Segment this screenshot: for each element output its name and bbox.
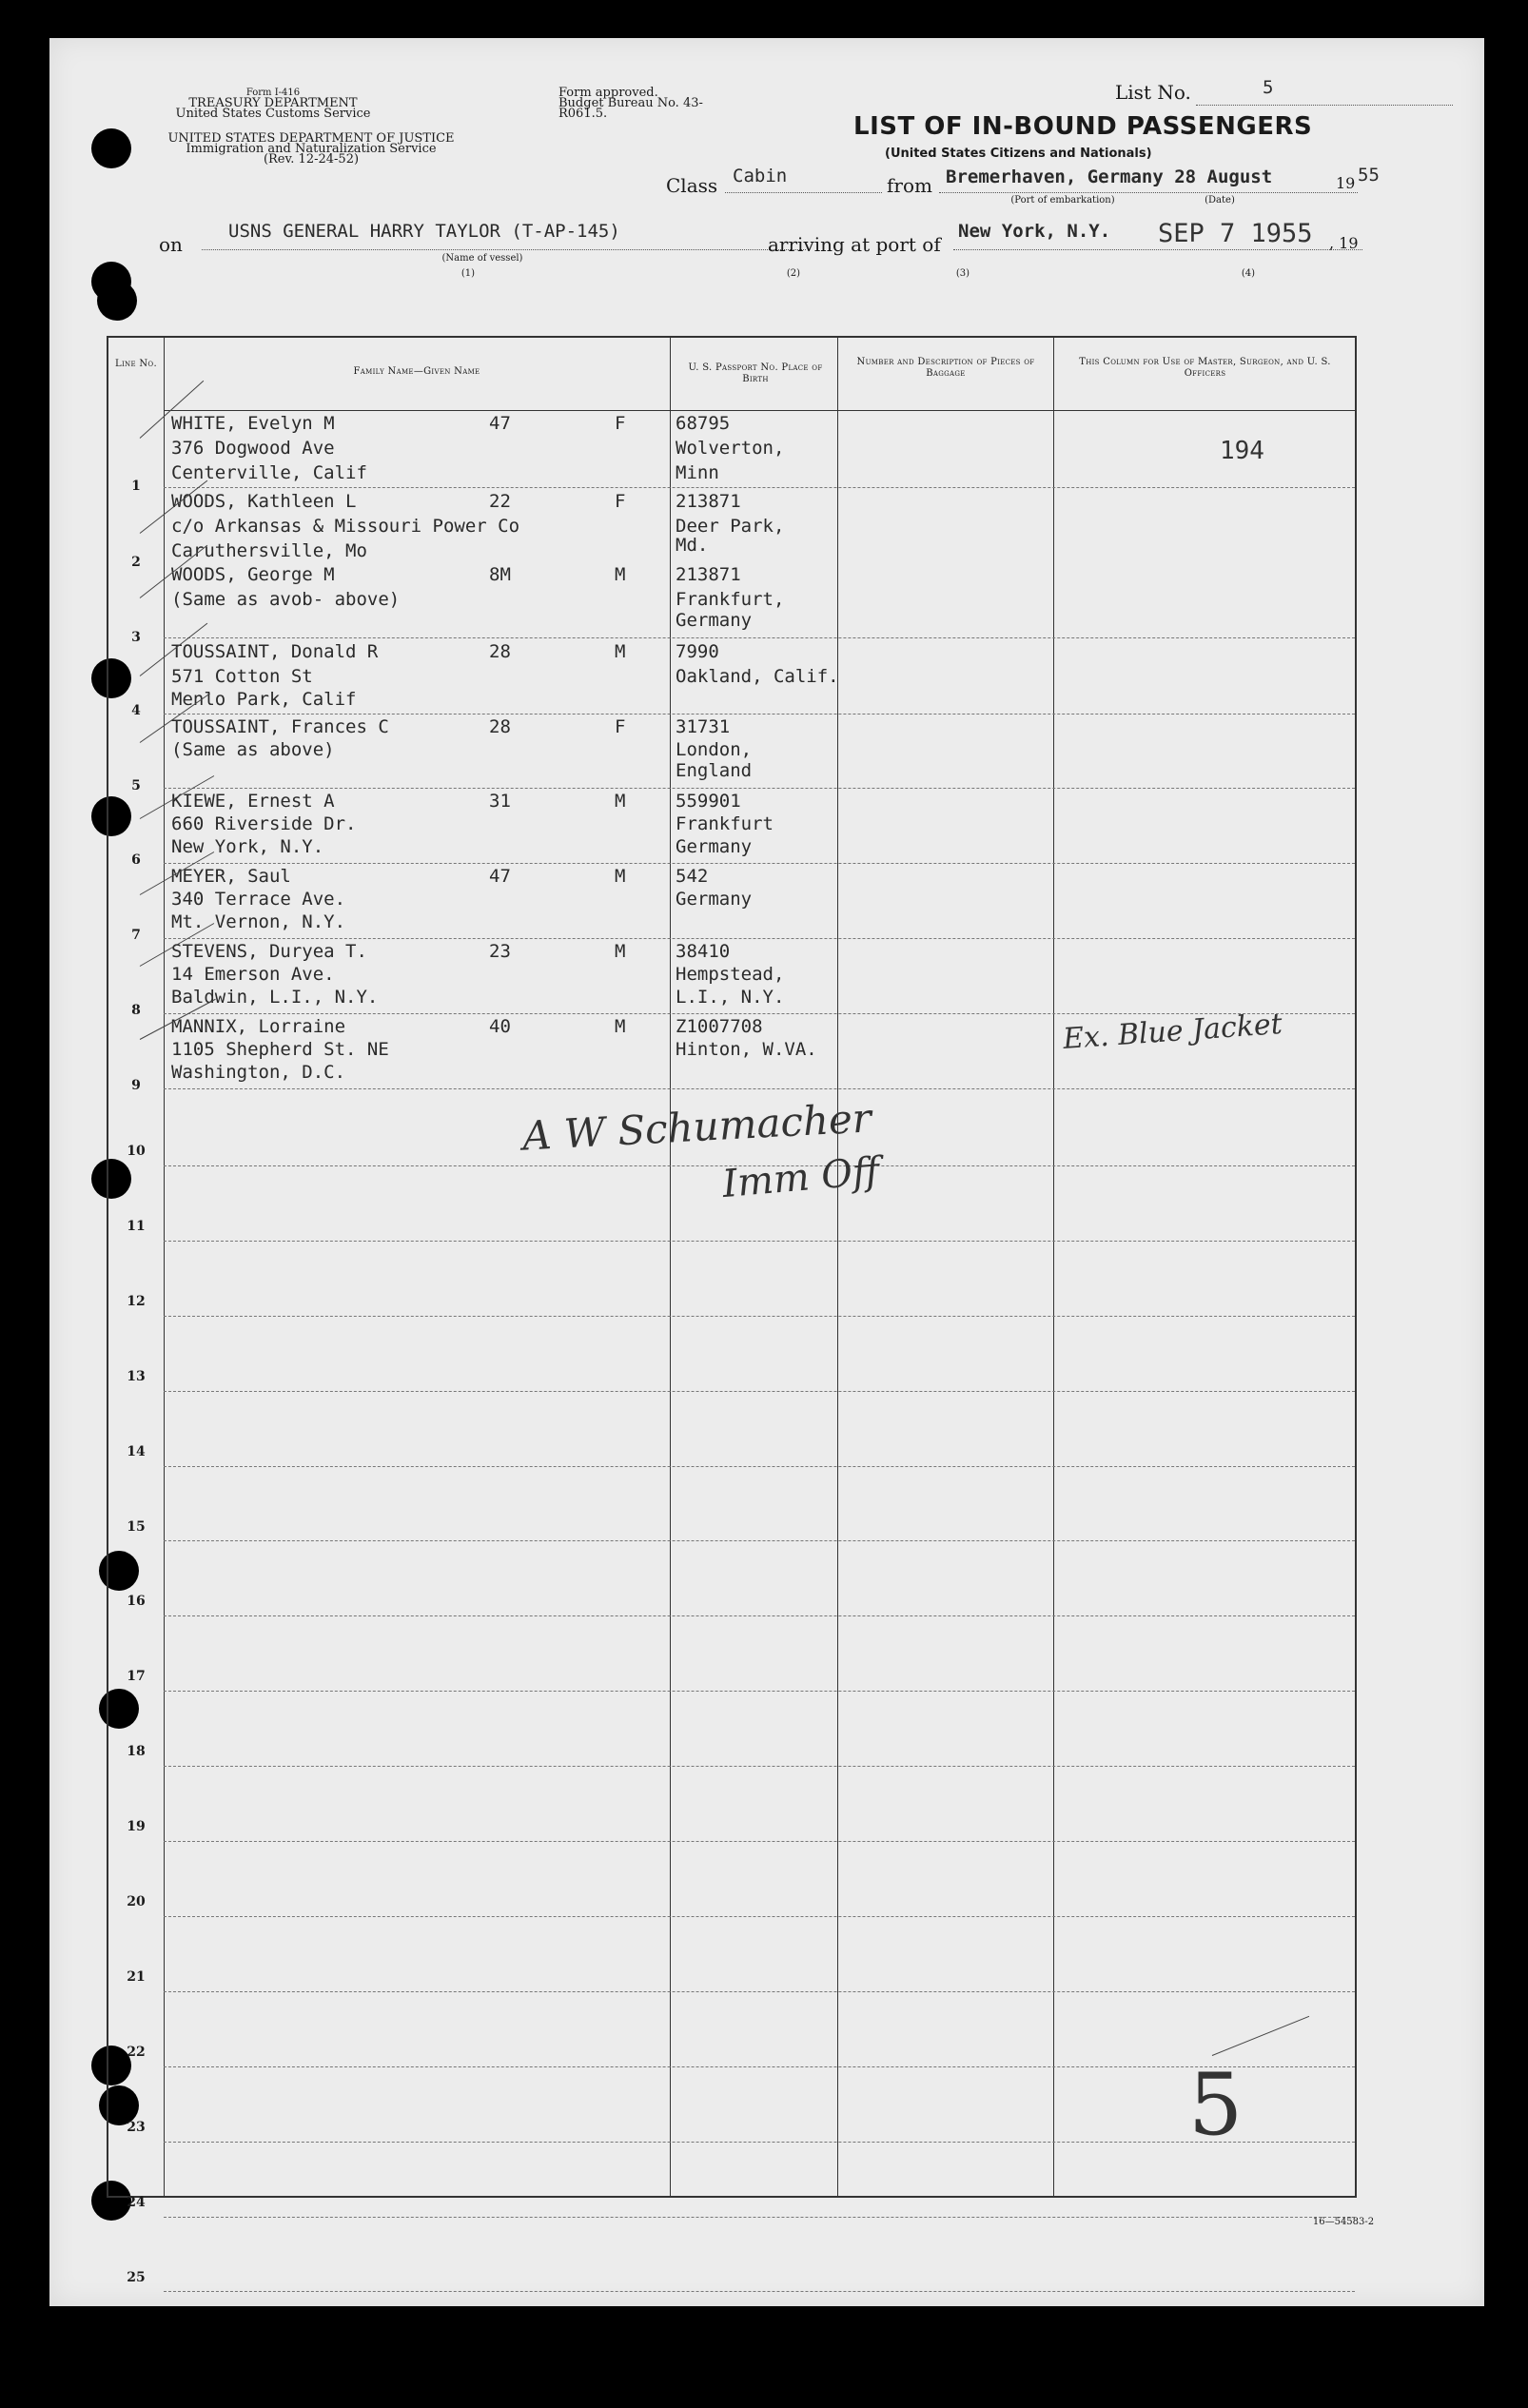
corner-mark: 5 <box>1188 2055 1244 2155</box>
passenger-sex: M <box>615 1016 626 1037</box>
table-row <box>108 865 1355 943</box>
row-rule <box>164 1241 1355 1242</box>
row-rule <box>164 1540 1355 1541</box>
line-number: 3 <box>131 630 141 645</box>
line-number: 23 <box>127 2119 146 2135</box>
punch-hole <box>91 128 131 168</box>
table-row <box>108 940 1355 1018</box>
on-label: on <box>159 233 183 256</box>
row-rule <box>164 1691 1355 1692</box>
passenger-sex: M <box>615 791 626 812</box>
officer-note: 194 <box>1220 437 1264 465</box>
table-row <box>108 412 1355 494</box>
passenger-sex: F <box>615 413 626 434</box>
birth-place: Md. <box>676 535 709 556</box>
passenger-name: WOODS, Kathleen L <box>171 491 357 512</box>
line-number: 16 <box>127 1594 146 1610</box>
from-label: from <box>887 174 932 197</box>
passenger-address: 14 Emerson Ave. <box>171 964 335 985</box>
passenger-age: 47 <box>489 413 511 434</box>
passport-number: 213871 <box>676 491 741 512</box>
line-number: 14 <box>127 1443 146 1459</box>
passenger-age: 23 <box>489 941 511 962</box>
col-header-passport: U. S. Passport No. Place of Birth <box>688 362 823 384</box>
form-header-left <box>164 88 382 119</box>
signature-title: Imm Off <box>720 1148 882 1207</box>
birth-place: Wolverton, <box>676 438 785 459</box>
passenger-name: TOUSSAINT, Donald R <box>171 641 379 662</box>
line-number: 6 <box>131 852 141 868</box>
row-rule <box>164 714 1355 715</box>
row-rule <box>164 1466 1355 1467</box>
row-rule <box>164 1766 1355 1767</box>
arrival-port: New York, N.Y. <box>958 221 1111 242</box>
line-number: 18 <box>127 1744 146 1760</box>
line-number: 13 <box>127 1368 146 1384</box>
line-number: 2 <box>131 555 141 570</box>
passenger-age: 31 <box>489 791 511 812</box>
birth-place: Germany <box>676 836 753 857</box>
passport-number: 68795 <box>676 413 731 434</box>
birth-place: London, <box>676 739 753 760</box>
table-row <box>108 715 1355 791</box>
passenger-address: 376 Dogwood Ave <box>171 438 335 459</box>
birth-place: Deer Park, <box>676 516 785 537</box>
year-end: , 19 <box>1329 234 1359 252</box>
row-rule <box>164 1615 1355 1616</box>
line-number: 7 <box>131 928 141 943</box>
arriving-label: arriving at port of <box>768 233 941 256</box>
class-rule <box>725 192 882 193</box>
passport-number: 31731 <box>676 716 731 737</box>
passenger-address: Baldwin, L.I., N.Y. <box>171 987 379 1008</box>
passenger-sex: M <box>615 564 626 585</box>
list-no-rule <box>1196 105 1453 106</box>
line-number: 1 <box>131 479 141 494</box>
caption-4: (4) <box>1241 268 1256 279</box>
birth-place: England <box>676 760 753 781</box>
from-rule <box>939 192 1358 193</box>
passenger-address: Mt. Vernon, N.Y. <box>171 911 346 932</box>
passenger-name: KIEWE, Ernest A <box>171 791 335 812</box>
arrival-stamp-date: SEP 7 1955 <box>1158 219 1313 248</box>
passenger-sex: F <box>615 716 626 737</box>
passenger-address: 660 Riverside Dr. <box>171 813 357 834</box>
date-caption: (Date) <box>1205 195 1235 206</box>
page-subtitle: (United States Citizens and Nationals) <box>885 147 1152 161</box>
row-rule <box>164 788 1355 789</box>
from-value: Bremerhaven, Germany 28 August <box>946 166 1273 187</box>
line-number: 21 <box>127 1968 146 1985</box>
birth-place: L.I., N.Y. <box>676 987 785 1008</box>
class-value: Cabin <box>733 166 788 186</box>
col-header-baggage: Number and Description of Pieces of Baggage <box>856 357 1035 379</box>
vessel-rule <box>202 249 806 250</box>
officer-note: Ex. Blue Jacket <box>1062 1007 1283 1057</box>
page-title: LIST OF IN-BOUND PASSENGERS <box>853 112 1313 141</box>
revision: (Rev. 12-24-52) <box>263 152 360 166</box>
passenger-sex: M <box>615 941 626 962</box>
passenger-address: Centerville, Calif <box>171 462 367 483</box>
row-rule <box>164 863 1355 864</box>
passenger-address: c/o Arkansas & Missouri Power Co <box>171 516 520 537</box>
caption-2: (2) <box>786 268 801 279</box>
officer-signature: A W Schumacher <box>520 1094 872 1160</box>
table-row <box>108 1007 1355 1093</box>
line-number: 8 <box>131 1003 141 1018</box>
line-number: 11 <box>127 1218 146 1234</box>
budget-bureau: Budget Bureau No. 43-R061.5. <box>558 96 703 121</box>
passport-number: 542 <box>676 866 709 887</box>
port-rule <box>953 249 1362 250</box>
passenger-address: 1105 Shepherd St. NE <box>171 1039 389 1060</box>
passenger-age: 47 <box>489 866 511 887</box>
header-rule <box>164 410 1355 411</box>
from-year-prefix: 19 <box>1336 174 1356 192</box>
line-number: 5 <box>131 778 141 793</box>
list-no-value: 5 <box>1263 77 1274 98</box>
doj-label: UNITED STATES DEPARTMENT OF JUSTICE <box>167 131 455 146</box>
birth-place: Frankfurt <box>676 813 774 834</box>
birth-place: Frankfurt, <box>676 589 785 610</box>
passenger-name: MANNIX, Lorraine <box>171 1016 346 1037</box>
birth-place: Germany <box>676 610 753 631</box>
passenger-address: 340 Terrace Ave. <box>171 889 346 910</box>
col-header-officers: This Column for Use of Master, Surgeon, and U. S. Officers <box>1079 357 1331 379</box>
passport-number: 7990 <box>676 641 719 662</box>
class-label: Class <box>666 174 718 197</box>
passenger-name: WHITE, Evelyn M <box>171 413 335 434</box>
row-rule <box>164 637 1355 638</box>
passenger-age: 40 <box>489 1016 511 1037</box>
birth-place: Hempstead, <box>676 964 785 985</box>
ins-label: Immigration and Naturalization Service <box>186 142 437 156</box>
birth-place: Minn <box>676 462 719 483</box>
passenger-name: WOODS, George M <box>171 564 335 585</box>
passenger-age: 28 <box>489 716 511 737</box>
row-rule <box>164 2291 1355 2292</box>
document-page <box>49 38 1484 2306</box>
birth-place: Germany <box>676 889 753 910</box>
birth-place: Hinton, W.VA. <box>676 1039 817 1060</box>
line-number: 9 <box>131 1078 141 1093</box>
form-number: Form I-416 <box>245 88 301 98</box>
line-number: 4 <box>131 703 141 718</box>
row-rule <box>164 1391 1355 1392</box>
table-row <box>108 640 1355 718</box>
table-row <box>108 563 1355 645</box>
line-number: 22 <box>127 2044 146 2060</box>
passenger-address: (Same as above) <box>171 739 335 760</box>
birth-place: Oakland, Calif. <box>676 666 839 687</box>
table-row <box>108 790 1355 868</box>
passport-number: 559901 <box>676 791 741 812</box>
line-number: 19 <box>127 1819 146 1835</box>
row-rule <box>164 2066 1355 2067</box>
caption-1: (1) <box>460 268 476 279</box>
passenger-address: Menlo Park, Calif <box>171 689 357 710</box>
row-rule <box>164 1991 1355 1992</box>
form-approved: Form approved. <box>558 86 658 100</box>
from-year-suffix: 55 <box>1358 165 1380 186</box>
vessel-name: USNS GENERAL HARRY TAYLOR (T-AP-145) <box>228 221 620 242</box>
passenger-name: STEVENS, Duryea T. <box>171 941 367 962</box>
line-number: 15 <box>127 1518 146 1535</box>
list-no-label: List No. <box>1115 81 1191 104</box>
budget-approval <box>558 88 749 119</box>
vessel-caption: (Name of vessel) <box>441 253 523 264</box>
line-number: 12 <box>127 1293 146 1309</box>
form-header-doj <box>154 133 468 165</box>
passenger-address: Washington, D.C. <box>171 1062 346 1083</box>
passport-number: 38410 <box>676 941 731 962</box>
line-number: 20 <box>127 1894 146 1909</box>
passenger-sex: M <box>615 866 626 887</box>
row-rule <box>164 2142 1355 2143</box>
punch-hole <box>97 281 137 321</box>
col-header-name: Family Name—Given Name <box>353 366 480 377</box>
passenger-sex: F <box>615 491 626 512</box>
passenger-address: 571 Cotton St <box>171 666 313 687</box>
passenger-address: New York, N.Y. <box>171 836 324 857</box>
passport-number: 213871 <box>676 564 741 585</box>
line-number: 10 <box>127 1144 146 1159</box>
form-code: 16—54583-2 <box>1312 2217 1375 2227</box>
passenger-address: Caruthersville, Mo <box>171 540 367 561</box>
caption-3: (3) <box>955 268 970 279</box>
row-rule <box>164 487 1355 488</box>
department: TREASURY DEPARTMENT <box>188 96 358 110</box>
row-rule <box>164 1916 1355 1917</box>
passenger-age: 22 <box>489 491 511 512</box>
passenger-address: (Same as avob- above) <box>171 589 401 610</box>
line-number: 24 <box>127 2194 146 2210</box>
line-number: 17 <box>127 1669 146 1685</box>
passport-number: Z1007708 <box>676 1016 763 1037</box>
passenger-name: MEYER, Saul <box>171 866 291 887</box>
row-rule <box>164 1316 1355 1317</box>
port-caption: (Port of embarkation) <box>1010 195 1115 206</box>
passenger-name: TOUSSAINT, Frances C <box>171 716 389 737</box>
corner-mark-stroke <box>1212 2016 1309 2056</box>
passenger-age: 28 <box>489 641 511 662</box>
table-row <box>108 490 1355 570</box>
row-rule <box>164 1841 1355 1842</box>
customs-service: United States Customs Service <box>175 107 371 121</box>
row-rule <box>164 938 1355 939</box>
row-rule <box>164 2217 1355 2218</box>
col-header-line: Line No. <box>115 359 157 369</box>
line-number: 25 <box>127 2269 146 2285</box>
passenger-sex: M <box>615 641 626 662</box>
row-rule <box>164 1088 1355 1089</box>
passenger-age: 8M <box>489 564 511 585</box>
